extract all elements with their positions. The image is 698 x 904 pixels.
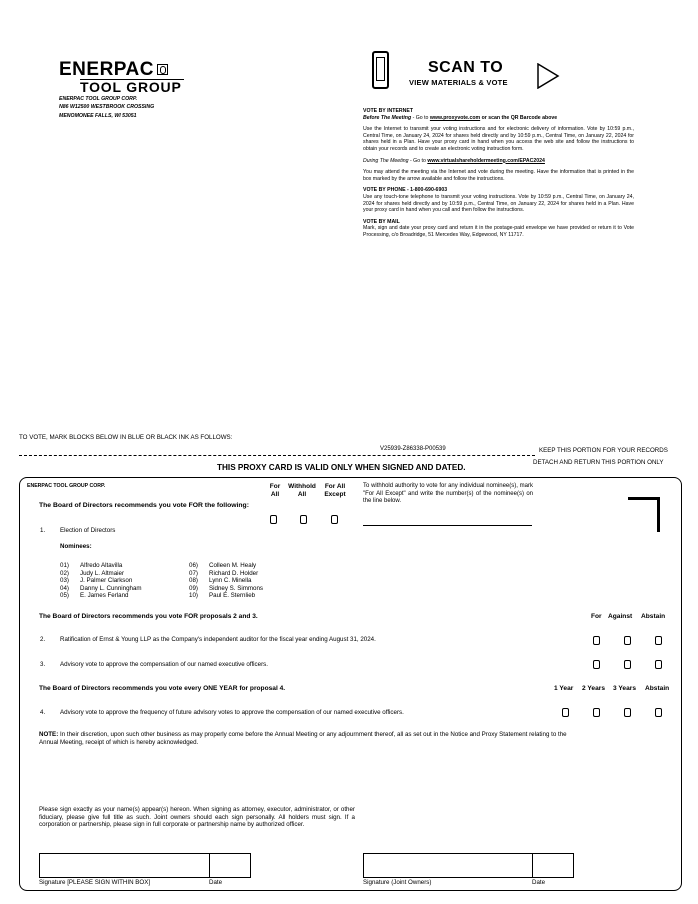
nominee-row: 06) Colleen M. Healy <box>189 562 257 569</box>
checkbox-item4-abstain[interactable] <box>655 708 662 717</box>
control-number: V25939-Z86338-P00539 <box>380 446 446 452</box>
col-for-all: For All <box>269 483 281 498</box>
internet-body: Use the Internet to transmit your voting instructions and for electronic delivery of information. Vote by 10:59 p.m., Central Time, on January 24, 2024 for shares held directly and by 10:59 p.m., Central Time, on January 22, 2024 for shares held in a Plan. Have your proxy card in hand when you access the web site and follow the instructions to obtain your records and to create an electronic voting instruction form. <box>363 126 634 152</box>
mail-heading: VOTE BY MAIL <box>363 218 400 225</box>
item1-text: Election of Directors <box>60 527 116 534</box>
col-abstain: Abstain <box>641 613 666 620</box>
board-recommendation-2: The Board of Directors recommends you vote FOR proposals 2 and 3. <box>39 613 258 620</box>
col-for-all-except: For All Except <box>324 483 346 498</box>
before-meeting-line: Before The Meeting - Go to www.proxyvote.com or scan the QR Barcode above <box>363 114 558 121</box>
checkbox-item4-2-years[interactable] <box>593 708 600 717</box>
nominee-row: 02) Judy L. Altmaier <box>60 569 125 577</box>
checkbox-item2-abstain[interactable] <box>655 636 662 645</box>
voting-instructions <box>363 108 634 239</box>
company-name: ENERPAC TOOL GROUP CORP. <box>59 96 138 102</box>
nominee-row: 04) Danny L. Cunningham <box>60 584 142 592</box>
valid-notice: THIS PROXY CARD IS VALID ONLY WHEN SIGNED AND DATED. <box>217 463 466 472</box>
card-company-name: ENERPAC TOOL GROUP CORP. <box>27 483 106 489</box>
nominee-row: 09) Sidney S. Simmons <box>189 584 263 592</box>
mail-body: Mark, sign and date your proxy card and return it in the postage-paid envelope we have provided or return it to Vote Processing, c/o Broadridge, 51 Mercedes Way, Edgewood, NY 11717. <box>363 225 634 238</box>
signature-label: Signature [PLEASE SIGN WITHIN BOX] <box>39 879 151 886</box>
joint-signature-label: Signature (Joint Owners) <box>363 879 432 886</box>
nominees-label: Nominees: <box>60 543 92 550</box>
col-against: Against <box>608 613 633 620</box>
checkbox-item4-3-years[interactable] <box>624 708 631 717</box>
date-box[interactable] <box>209 853 251 878</box>
company-address-1: N86 W12500 WESTBROOK CROSSING <box>59 104 155 110</box>
checkbox-item3-abstain[interactable] <box>655 660 662 669</box>
checkbox-item2-against[interactable] <box>624 636 631 645</box>
checkbox-for-all[interactable] <box>270 515 277 524</box>
proxy-card <box>19 477 682 891</box>
detach-line <box>19 455 535 456</box>
col-2-years: 2 Years <box>582 685 605 692</box>
nominee-row: 05) E. James Ferland <box>60 592 129 600</box>
logo-text-tool-group: TOOL GROUP <box>80 79 182 95</box>
internet-heading: VOTE BY INTERNET <box>363 108 414 114</box>
withhold-nominee-line[interactable] <box>363 525 532 526</box>
note-text: NOTE: In their discretion, upon such other business as may properly come before the Annual Meeting or any adjournment thereof, all as set out in the Notice and Proxy Statement relating to the Annual Meeting, receipt of which is hereby acknowledged. <box>39 731 567 746</box>
play-arrow-icon <box>536 63 560 94</box>
sign-instructions: Please sign exactly as your name(s) appear(s) hereon. When signing as attorney, executor, administrator, or other fiduciary, please give full title as such. Joint owners should each sign personally. All holders must sign. If a corporation or partnership, please sign in full corporate or partnership name by authorized officer. <box>39 806 355 829</box>
item3-text: Advisory vote to approve the compensation of our named executive officers. <box>60 661 268 668</box>
item2-number: 2. <box>40 636 46 643</box>
nominee-list-left <box>60 562 142 600</box>
scan-subtitle: VIEW MATERIALS & VOTE <box>409 78 508 87</box>
nominee-row: 08) Lynn C. Minella <box>189 577 252 585</box>
checkbox-for-all-except[interactable] <box>331 515 338 524</box>
board-recommendation-3: The Board of Directors recommends you vote every ONE YEAR for proposal 4. <box>39 685 286 692</box>
withhold-instruction: To withhold authority to vote for any individual nominee(s), mark "For All Except" and write the number(s) of the nominee(s) on the line below. <box>363 483 533 504</box>
nominee-list-right <box>189 562 263 600</box>
keep-portion-label: KEEP THIS PORTION FOR YOUR RECORDS <box>539 447 668 454</box>
checkbox-item2-for[interactable] <box>593 636 600 645</box>
item4-text: Advisory vote to approve the frequency of future advisory votes to approve the compensation of our named executive officers. <box>60 709 404 716</box>
during-meeting-line: During The Meeting - Go to www.virtualshareholdermeeting.com/EPAC2024 <box>363 157 545 164</box>
nominee-row: 10) Paul E. Sternlieb <box>189 592 256 600</box>
signature-box[interactable] <box>39 853 210 878</box>
nominee-row: 03) J. Palmer Clarkson <box>60 577 133 585</box>
logo-text-enerpac: ENERPAC <box>59 59 154 80</box>
item3-number: 3. <box>40 661 46 668</box>
item1-number: 1. <box>40 527 46 534</box>
item2-text: Ratification of Ernst & Young LLP as the Company's independent auditor for the fiscal year ending August 31, 2024. <box>60 636 376 643</box>
board-recommendation-1: The Board of Directors recommends you vote FOR the following: <box>39 502 249 509</box>
to-vote-instruction: TO VOTE, MARK BLOCKS BELOW IN BLUE OR BLACK INK AS FOLLOWS: <box>19 434 233 441</box>
nominee-row: 07) Richard D. Holder <box>189 569 259 577</box>
virtual-meeting-link[interactable]: www.virtualshareholdermeeting.com/EPAC2024 <box>427 157 545 164</box>
logo-mark-icon <box>157 64 168 75</box>
col-for: For <box>591 613 602 620</box>
phone-body: Use any touch-tone telephone to transmit your voting instructions. Vote by 10:59 p.m., Central Time, on January 24, 2024 for shares held directly and by 10:59 p.m., Central Time, on January 22, 2024 for shares held in a Plan. Have your proxy card in hand when you call and then follow the instructions. <box>363 193 634 214</box>
scan-title: SCAN TO <box>428 59 504 76</box>
proxyvote-link[interactable]: www.proxyvote.com <box>429 114 481 121</box>
date-label: Date <box>209 879 223 886</box>
col-abstain-2: Abstain <box>645 685 670 692</box>
joint-date-label: Date <box>532 879 546 886</box>
detach-portion-label: DETACH AND RETURN THIS PORTION ONLY <box>533 459 664 466</box>
corner-marker <box>628 497 660 532</box>
company-address-2: MENOMONEE FALLS, WI 53051 <box>59 113 137 119</box>
company-logo <box>59 60 189 94</box>
phone-icon <box>372 51 389 89</box>
col-withhold-all: Withhold All <box>288 483 316 498</box>
checkbox-withhold-all[interactable] <box>300 515 307 524</box>
checkbox-item3-for[interactable] <box>593 660 600 669</box>
nominee-row: 01) Alfredo Altavilla <box>60 562 123 569</box>
during-body: You may attend the meeting via the Internet and vote during the meeting. Have the information that is printed in the box marked by the arrow available and follow the instructions. <box>363 169 634 182</box>
checkbox-item3-against[interactable] <box>624 660 631 669</box>
joint-date-box[interactable] <box>532 853 574 878</box>
joint-signature-box[interactable] <box>363 853 533 878</box>
checkbox-item4-1-year[interactable] <box>562 708 569 717</box>
col-3-years: 3 Years <box>613 685 636 692</box>
item4-number: 4. <box>40 709 46 716</box>
col-1-year: 1 Year <box>554 685 574 692</box>
phone-heading: VOTE BY PHONE - 1-800-690-6903 <box>363 187 448 194</box>
